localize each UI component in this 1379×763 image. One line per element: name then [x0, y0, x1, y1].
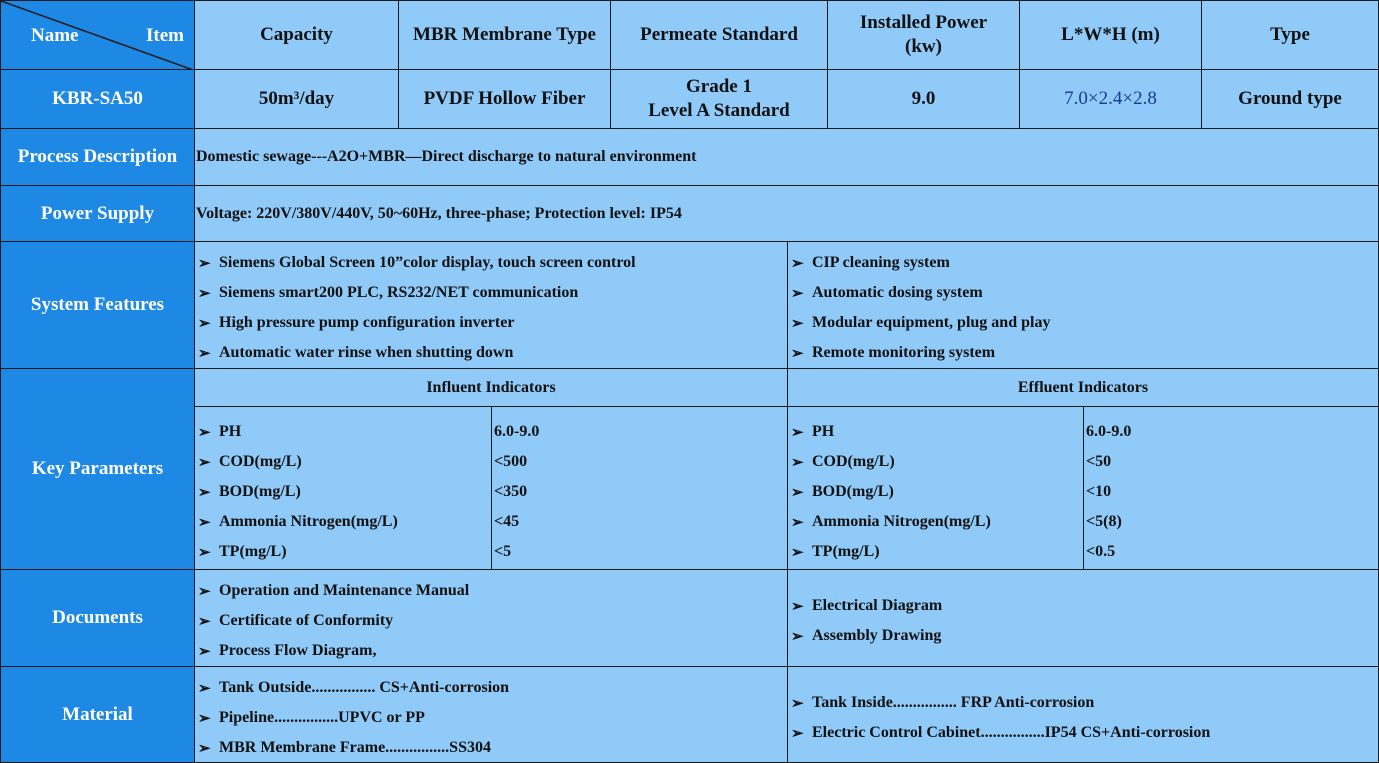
list-item: ➢ High pressure pump configuration inverter — [198, 314, 515, 332]
header-membrane: MBR Membrane Type — [398, 0, 611, 70]
model-membrane: PVDF Hollow Fiber — [398, 69, 611, 129]
model-dimensions: 7.0×2.4×2.8 — [1019, 69, 1202, 129]
influent-values — [491, 406, 788, 570]
material-label: Material — [0, 666, 195, 763]
list-item: ➢ MBR Membrane Frame................SS304 — [198, 739, 491, 757]
arrow-bullet-icon: ➢ — [198, 544, 211, 561]
documents-left — [194, 569, 788, 667]
parameters-label: Key Parameters — [0, 368, 195, 570]
effluent-title: Effluent Indicators — [787, 368, 1379, 407]
arrow-bullet-icon: ➢ — [198, 255, 211, 272]
list-item: ➢ Tank Inside................ FRP Anti-corrosion — [791, 694, 1095, 712]
corner-name-label: Name — [31, 25, 79, 46]
corner-item-label: Item — [146, 25, 184, 46]
arrow-bullet-icon: ➢ — [791, 544, 804, 561]
arrow-bullet-icon: ➢ — [198, 514, 211, 531]
process-text: Domestic sewage---A2O+MBR—Direct discharge to natural environment — [194, 128, 1379, 186]
power-supply-text: Voltage: 220V/380V/440V, 50~60Hz, three-phase; Protection level: IP54 — [194, 185, 1379, 242]
influent-names — [194, 406, 492, 570]
arrow-bullet-icon: ➢ — [198, 345, 211, 362]
list-item: <45 — [494, 513, 520, 530]
model-permeate-line1: Grade 1 — [686, 76, 752, 97]
list-item: ➢ COD(mg/L) — [198, 453, 302, 471]
effluent-values — [1083, 406, 1379, 570]
list-item: ➢ Automatic water rinse when shutting down — [198, 344, 514, 362]
material-right — [787, 666, 1379, 763]
arrow-bullet-icon: ➢ — [791, 484, 804, 501]
arrow-bullet-icon: ➢ — [791, 598, 804, 615]
header-type: Type — [1201, 0, 1379, 70]
corner-header-cell — [0, 0, 195, 70]
influent-title: Influent Indicators — [194, 368, 788, 407]
arrow-bullet-icon: ➢ — [198, 710, 211, 727]
arrow-bullet-icon: ➢ — [198, 643, 211, 660]
list-item: ➢ Ammonia Nitrogen(mg/L) — [198, 513, 398, 531]
list-item: <50 — [1086, 453, 1112, 470]
header-power-line1: Installed Power — [859, 12, 988, 33]
process-label: Process Description — [0, 128, 195, 186]
arrow-bullet-icon: ➢ — [791, 255, 804, 272]
list-item: ➢ Modular equipment, plug and play — [791, 314, 1051, 332]
arrow-bullet-icon: ➢ — [791, 514, 804, 531]
arrow-bullet-icon: ➢ — [791, 315, 804, 332]
list-item: <500 — [494, 453, 528, 470]
list-item: ➢ Siemens Global Screen 10”color display, touch screen control — [198, 254, 636, 272]
arrow-bullet-icon: ➢ — [791, 345, 804, 362]
documents-right — [787, 569, 1379, 667]
features-label: System Features — [0, 241, 195, 369]
arrow-bullet-icon: ➢ — [198, 740, 211, 757]
list-item: ➢ Siemens smart200 PLC, RS232/NET communication — [198, 284, 579, 302]
model-power: 9.0 — [827, 69, 1020, 129]
list-item: ➢ Certificate of Conformity — [198, 612, 394, 630]
arrow-bullet-icon: ➢ — [791, 285, 804, 302]
list-item: ➢ COD(mg/L) — [791, 453, 895, 471]
list-item: <5(8) — [1086, 513, 1122, 530]
list-item: ➢ BOD(mg/L) — [791, 483, 894, 501]
list-item: 6.0-9.0 — [1086, 423, 1132, 440]
header-dimensions: L*W*H (m) — [1019, 0, 1202, 70]
list-item: ➢ Assembly Drawing — [791, 627, 942, 645]
list-item: ➢ Pipeline................UPVC or PP — [198, 709, 425, 727]
list-item: ➢ Automatic dosing system — [791, 284, 983, 302]
effluent-names — [787, 406, 1084, 570]
header-permeate: Permeate Standard — [610, 0, 828, 70]
list-item: <10 — [1086, 483, 1112, 500]
arrow-bullet-icon: ➢ — [198, 583, 211, 600]
arrow-bullet-icon: ➢ — [198, 424, 211, 441]
features-left — [194, 241, 788, 369]
list-item: ➢ Electrical Diagram — [791, 597, 943, 615]
arrow-bullet-icon: ➢ — [791, 725, 804, 742]
list-item: ➢ Process Flow Diagram, — [198, 642, 377, 660]
list-item: ➢ TP(mg/L) — [198, 543, 287, 561]
list-item: <0.5 — [1086, 543, 1116, 560]
model-name: KBR-SA50 — [0, 69, 195, 129]
arrow-bullet-icon: ➢ — [198, 484, 211, 501]
arrow-bullet-icon: ➢ — [198, 315, 211, 332]
power-supply-label: Power Supply — [0, 185, 195, 242]
arrow-bullet-icon: ➢ — [198, 680, 211, 697]
list-item: ➢ TP(mg/L) — [791, 543, 880, 561]
model-type: Ground type — [1201, 69, 1379, 129]
documents-label: Documents — [0, 569, 195, 667]
list-item: <350 — [494, 483, 528, 500]
list-item: 6.0-9.0 — [494, 423, 540, 440]
list-item: ➢ Electric Control Cabinet................IP54 CS+Anti-corrosion — [791, 724, 1211, 742]
list-item: <5 — [494, 543, 512, 560]
list-item: ➢ Operation and Maintenance Manual — [198, 582, 470, 600]
model-capacity: 50m³/day — [194, 69, 399, 129]
arrow-bullet-icon: ➢ — [791, 424, 804, 441]
arrow-bullet-icon: ➢ — [791, 628, 804, 645]
list-item: ➢ CIP cleaning system — [791, 254, 950, 272]
list-item: ➢ PH — [791, 423, 835, 441]
arrow-bullet-icon: ➢ — [198, 285, 211, 302]
features-right — [787, 241, 1379, 369]
arrow-bullet-icon: ➢ — [791, 454, 804, 471]
list-item: ➢ PH — [198, 423, 242, 441]
arrow-bullet-icon: ➢ — [198, 454, 211, 471]
header-capacity: Capacity — [194, 0, 399, 70]
list-item: ➢ Remote monitoring system — [791, 344, 996, 362]
arrow-bullet-icon: ➢ — [198, 613, 211, 630]
header-power — [827, 0, 1020, 70]
header-power-line2: (kw) — [905, 36, 942, 57]
arrow-bullet-icon: ➢ — [791, 695, 804, 712]
list-item: ➢ Ammonia Nitrogen(mg/L) — [791, 513, 991, 531]
model-permeate — [610, 69, 828, 129]
model-permeate-line2: Level A Standard — [648, 100, 790, 121]
list-item: ➢ Tank Outside................ CS+Anti-corrosion — [198, 679, 510, 697]
material-left — [194, 666, 788, 763]
list-item: ➢ BOD(mg/L) — [198, 483, 301, 501]
